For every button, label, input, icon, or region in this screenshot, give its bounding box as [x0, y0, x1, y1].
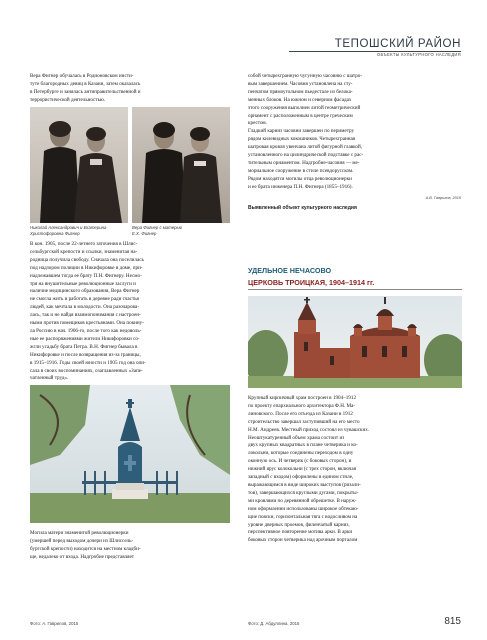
church-photo: [248, 296, 462, 388]
bottom-paragraph-left: Могила матери знаменитой революционерки (умершей перед выходом дочери из Шлиссель- бургской крепости) находится на местном кладби- ще, недалеко от входа. Надгробие представляет: [30, 530, 141, 560]
body-paragraph-right-church: Крупный кирпичный храм построен в 1904–1912 по проекту епархиального архитектора Ф.Н. Ма- линовского. После его отъезда из Казани в 1912 строительство завершал заступивший на его место Н.М. Андреев. Местный приход состоял из чувашских. Неоштукатуренный объем храма состоит из двух крупных квадратных в плане четверика и ко- локольни, которые соединены переходом в одну оконную ось. И четверик (с боковых сторон), и нижний ярус колокольни (с трех сторон, включая западный с входом) оформлены в едином стиле, выражающимся в виде широких выступов (ризали- тов), завершающихся круглыми дугами, покрыты- ми кровлями по деревянной обрешетке. В наруж- ном оформлении использованы широкое обтекаю- щие пояски, горизонтальная тяга с водосливом на уровне дверных проемов, филенчатый карниз, перспективное повторение мотива арки. В арки боковых сторон четверика над арочным порталом: [248, 395, 370, 544]
heritage-label: Выявленный объект культурного наследия: [248, 205, 357, 211]
place-heading: УДЕЛЬНОЕ НЕЧАСОВО: [248, 266, 332, 275]
page-number: 815: [444, 616, 461, 627]
footer-photo-credit-right: Фото: Д. Абдуллина, 2015: [248, 621, 300, 626]
caption-left: Николай Александрович и Екатерина Христофоровна Фигнер: [30, 225, 107, 236]
heading-rule: [248, 289, 462, 290]
region-title: ТЕПОШСКИЙ РАЙОН: [334, 38, 461, 50]
body-paragraph-left: В кон. 1905, после 22-летнего заточения в Шлис- сельбургской крепости и ссылки, знаменитая на- родница получила свободу. Сначала она поселилась под надзором полиции в Никифоровке в доме, при- надлежавшем тогда ее брату П.Н. Фигнеру. Несмо- тря на внушительные революционные заслуги и наличие медицинского образования, Вера Фигнер не смогла жить и работать в деревне ради счастья людей, как мечтала в молодости. Она разочарова- лась, так и не найдя взаимопонимания с настроен- ными против помещиков крестьянами. Она покину- ла Россию в нач. 1906-го, после того как недоволь- ные ее распоряжениями жители Никифоровки со- жгли усадьбу брата Петра. В.Н. Фигнер бывала в Никифоровке и после возвращения из-за границы, в 1915–1916. Годы своей юности и 1905 год она опи- сала в своих воспоминаниях, озаглавленных «Запе- чатленный труд».: [30, 241, 146, 382]
footer-photo-credit-left: Фото: А. Гаврилов, 2015: [30, 621, 79, 626]
intro-paragraph: Вера Фигнер обучалась в Родионовском инсти- туте благородных девиц в Казани, затем оказалась в Петербурге и занялась антиправительственной и террористической деятельностью.: [30, 73, 141, 103]
body-paragraph-right-top: собой четырехгранную чугунную часовню с шатро- вым завершением. Часовня установлена на сту- пенчатом прямоугольном пьедестале из белока- менных блоков. На южном и северном фасадах этого сооружения выполнен литой геометрический орнамент с расположенным в центре греческим крестом. Гладкий карниз часовни завершен по периметру рядом килевидных кокошников. Четырехгранная шатровая кровля увенчана литой фигурной главкой, установленного на цилиндрической подставке с рас- тительным орнаментом. Надгробие-часовня — ме- мориальное сооружение в стиле псевдорусском. Рядом находятся могилы отца революционерки и ее брата инженера П.Н. Фигнера (1855–1916).: [248, 73, 364, 190]
author-credit: А.В. Гаврилов, 2015: [425, 196, 461, 200]
region-subtitle: ОБЪЕКТЫ КУЛЬТУРНОГО НАСЛЕДИЯ: [376, 52, 461, 57]
caption-right: Вера Фигнер с матерью Е.Х. Фигнер: [132, 225, 183, 236]
grave-chapel-photo: [30, 385, 230, 523]
portrait-photo: [30, 107, 230, 223]
church-heading: ЦЕРКОВЬ ТРОИЦКАЯ, 1904–1914 гг.: [248, 278, 375, 287]
